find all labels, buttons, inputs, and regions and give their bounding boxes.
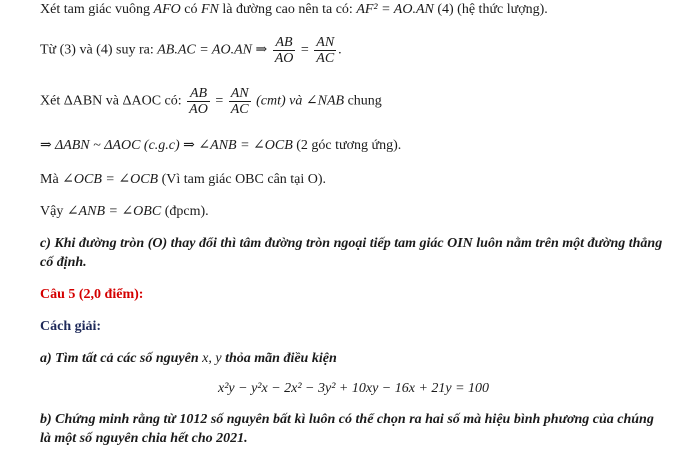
- fraction: $\frac{AN}{AC}$: [316, 35, 335, 66]
- text: Vậy: [40, 204, 67, 219]
- text: thỏa mãn điều kiện: [221, 351, 337, 366]
- part-c-line-1: c) Khi đường tròn (O) thay đổi thì tâm đường tròn ngoại tiếp tam giác OIN luôn nằm trên một đường thẳng: [40, 236, 663, 251]
- solution-heading: Cách giải:: [40, 319, 102, 334]
- text: chung: [344, 93, 382, 109]
- text-line-4: [40, 137, 401, 155]
- main-equation: x²y − y²x − 2x² − 3y² + 10xy − 16x + 21y = 100: [218, 381, 490, 396]
- text: a) Tìm tất cả các số nguyên: [40, 351, 203, 366]
- part-c-line-2: cố định.: [40, 255, 87, 270]
- part-b-line-2: là một số nguyên chia hết cho 2021.: [40, 431, 248, 446]
- text-line-6: [40, 203, 209, 221]
- text: Từ (3) và (4) suy ra:: [40, 42, 158, 58]
- part-b-line-1: b) Chứng minh rằng từ 1012 số nguyên bất kì luôn có thể chọn ra hai số mà hiệu bình phương của chúng: [40, 412, 654, 427]
- equals-sign: =: [215, 93, 224, 109]
- equation: ∠OCB = ∠OCB: [62, 172, 159, 187]
- question-5-title: Câu 5 (2,0 điểm):: [40, 287, 144, 302]
- text: (đpcm).: [161, 204, 209, 219]
- text: (cmt) và: [256, 93, 306, 109]
- equals-sign: =: [300, 42, 309, 58]
- text: Xét tam giác vuông: [40, 2, 154, 17]
- text: có: [180, 2, 201, 17]
- text-line-3: [40, 86, 382, 117]
- text: .: [338, 42, 342, 58]
- part-a-line: [40, 350, 337, 368]
- math-term: FN: [200, 2, 219, 17]
- text: (4) (hệ thức lượng).: [433, 2, 548, 17]
- math-term: AFO: [153, 2, 181, 17]
- text-line-1: [40, 1, 548, 19]
- equation: ∠ANB = ∠OBC: [66, 204, 162, 219]
- fraction: $\frac{AB}{AO}$: [189, 86, 208, 117]
- equation: AB.AC = AO.AN ⇒: [157, 42, 271, 58]
- text: là đường cao nên ta có:: [218, 2, 357, 17]
- fraction: $\frac{AN}{AC}$: [230, 86, 249, 117]
- text-line-2: [40, 35, 342, 66]
- text: Mà: [40, 172, 63, 187]
- math-term: x, y: [202, 351, 222, 366]
- text-line-5: [40, 171, 326, 189]
- fraction: $\frac{AB}{AO}$: [274, 35, 294, 66]
- text: (2 góc tương ứng).: [292, 138, 402, 153]
- text: Xét ΔABN và ΔAOC có:: [40, 93, 186, 109]
- text: (Vì tam giác OBC cân tại O).: [158, 172, 327, 187]
- math-term: ∠NAB: [305, 93, 345, 109]
- equation: ⇒ ΔABN ~ ΔAOC (c.g.c) ⇒ ∠ANB = ∠OCB: [40, 138, 293, 153]
- equation: AF² = AO.AN: [356, 2, 434, 17]
